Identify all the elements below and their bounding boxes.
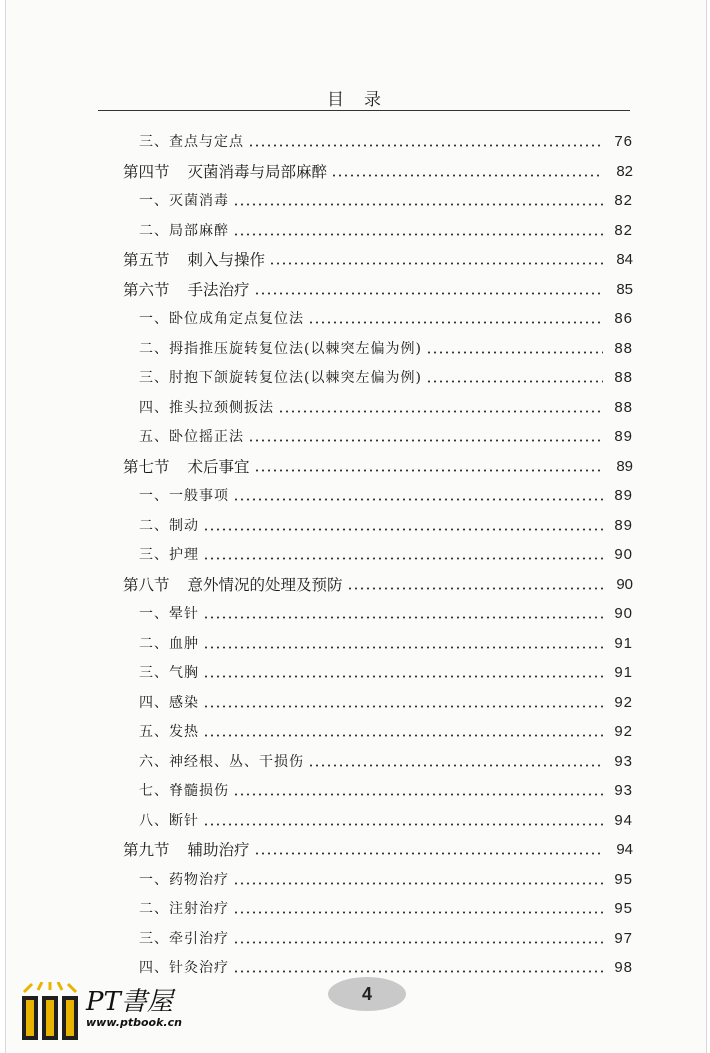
dot-leader — [233, 941, 603, 944]
dot-leader — [347, 587, 603, 590]
toc-page-number: 94 — [616, 841, 633, 858]
toc-page-number: 90 — [614, 546, 633, 563]
toc-entry-title — [139, 132, 244, 152]
page-number-badge: 4 — [328, 977, 406, 1011]
toc-page-number: 82 — [616, 162, 633, 180]
toc-entry-title — [123, 575, 343, 595]
toc-title-text: 三、查点与定点 — [139, 134, 244, 150]
toc-entry-title — [139, 752, 304, 772]
toc-title-text: 一、卧位成角定点复位法 — [139, 311, 304, 327]
toc-title-text: 三、气胸 — [139, 665, 199, 681]
toc-entry-title — [123, 840, 250, 860]
toc-entry-title — [139, 663, 199, 683]
toc-section-number: 第八节 — [123, 575, 170, 594]
dot-leader — [203, 675, 603, 678]
dot-leader — [203, 646, 603, 649]
toc-page-number: 89 — [614, 487, 633, 504]
toc-page-number: 86 — [614, 310, 633, 327]
toc-title-text: 三、牵引治疗 — [139, 930, 229, 947]
site-logo — [86, 988, 182, 1029]
toc-item-row — [139, 305, 633, 329]
toc-title-text: 术后事宜 — [187, 457, 250, 476]
toc-section-number: 第九节 — [123, 841, 170, 859]
logo-url: www.ptbook.cn — [86, 1016, 182, 1029]
toc-item-row — [139, 630, 633, 654]
dot-leader — [331, 174, 603, 177]
book-page — [5, 0, 707, 1053]
toc-entry-title — [139, 811, 199, 831]
toc-section-row — [123, 276, 633, 300]
toc-page-number: 95 — [614, 900, 633, 917]
toc-item-row — [139, 187, 633, 211]
toc-page-number: 89 — [614, 516, 633, 534]
toc-section-number: 第四节 — [123, 162, 170, 181]
toc-page-number: 76 — [614, 133, 633, 150]
toc-item-row — [139, 394, 633, 418]
dot-leader — [203, 823, 603, 826]
dot-leader — [308, 764, 603, 767]
toc-title-text: 灭菌消毒与局部麻醉 — [187, 162, 328, 181]
toc-item-row — [139, 423, 633, 447]
toc-item-row — [139, 718, 633, 742]
toc-title-text: 手法治疗 — [187, 280, 250, 299]
dot-leader — [248, 439, 603, 442]
toc-entry-title — [123, 162, 327, 182]
dot-leader — [233, 498, 603, 501]
toc-entry-title — [139, 516, 199, 536]
toc-title-text: 三、护理 — [139, 547, 199, 563]
dot-leader — [254, 469, 603, 472]
toc-section-number: 第六节 — [123, 280, 170, 299]
toc-title-text: 五、发热 — [139, 724, 199, 740]
toc-entry-title — [139, 368, 422, 388]
dot-leader — [278, 410, 603, 413]
toc-title-text: 七、脊髓损伤 — [139, 783, 229, 799]
toc-page-number: 91 — [614, 664, 633, 681]
toc-page-number: 94 — [614, 811, 633, 829]
toc-entry-title — [139, 929, 229, 949]
dot-leader — [203, 705, 603, 708]
dot-leader — [254, 292, 603, 295]
toc-title-text: 三、肘抱下颌旋转复位法(以棘突左偏为例) — [139, 370, 422, 386]
toc-page-number: 84 — [616, 251, 633, 268]
toc-title-text: 刺入与操作 — [187, 251, 266, 269]
dot-leader — [426, 380, 603, 383]
toc-item-row — [139, 128, 633, 152]
toc-page-number: 89 — [616, 457, 633, 475]
toc-entry-title — [123, 280, 250, 300]
toc-item-row — [139, 807, 633, 831]
toc-entry-title — [139, 427, 244, 447]
toc-page-number: 82 — [614, 221, 633, 239]
toc-title-text: 四、感染 — [139, 694, 199, 711]
toc-page-number: 90 — [614, 605, 633, 622]
dot-leader — [203, 734, 603, 737]
toc-title-text: 八、断针 — [139, 812, 199, 829]
toc-page-number: 95 — [614, 870, 633, 888]
toc-page-number: 98 — [614, 959, 633, 976]
dot-leader — [233, 233, 603, 236]
toc-title-text: 辅助治疗 — [187, 841, 250, 859]
toc-entry-title — [139, 781, 229, 801]
dot-leader — [248, 144, 603, 147]
toc-item-row — [139, 659, 633, 683]
toc-item-row — [139, 748, 633, 772]
toc-entry-title — [139, 604, 199, 624]
dot-leader — [254, 852, 603, 855]
toc-title-text: 五、卧位摇正法 — [139, 429, 244, 445]
toc-entry-title — [139, 309, 304, 329]
toc-entry-title — [139, 634, 199, 654]
toc-entry-title — [139, 339, 422, 359]
dot-leader — [203, 528, 603, 531]
toc-item-row — [139, 866, 633, 890]
toc-section-row — [123, 158, 633, 182]
toc-page-number: 92 — [614, 693, 633, 711]
toc-entry-title — [123, 250, 265, 270]
toc-title-text: 四、推头拉颈侧扳法 — [139, 399, 274, 416]
dot-leader — [233, 970, 603, 973]
logo-name: PT書屋 — [86, 987, 173, 1017]
toc-entry-title — [139, 958, 229, 978]
toc-section-row — [123, 246, 633, 270]
toc-title-text: 二、局部麻醉 — [139, 222, 229, 239]
toc-title-text: 一、药物治疗 — [139, 871, 229, 888]
toc-page-number: 88 — [614, 369, 633, 386]
toc-section-number: 第五节 — [123, 251, 170, 269]
toc-entry-title — [139, 693, 199, 713]
toc-title-text: 六、神经根、丛、干损伤 — [139, 753, 304, 770]
toc-page-number: 89 — [614, 428, 633, 445]
toc-item-row — [139, 954, 633, 978]
toc-item-row — [139, 689, 633, 713]
toc-item-row — [139, 777, 633, 801]
toc-item-row — [139, 925, 633, 949]
toc-item-row — [139, 541, 633, 565]
toc-title-text: 意外情况的处理及预防 — [187, 575, 343, 594]
toc-title-text: 二、注射治疗 — [139, 901, 229, 917]
page-header — [98, 80, 630, 111]
toc-entry-title — [139, 722, 199, 742]
toc-title-text: 二、制动 — [139, 517, 199, 534]
toc-page-number: 88 — [614, 339, 633, 357]
dot-leader — [203, 616, 603, 619]
toc-item-row — [139, 482, 633, 506]
toc-page-number: 91 — [614, 634, 633, 652]
dot-leader — [426, 351, 603, 354]
toc-entry-title — [139, 221, 229, 241]
toc-page-number: 85 — [616, 280, 633, 298]
dot-leader — [308, 321, 603, 324]
dot-leader — [269, 262, 603, 265]
toc-section-number: 第七节 — [123, 457, 170, 476]
toc-item-row — [139, 600, 633, 624]
toc-item-row — [139, 217, 633, 241]
toc-entry-title — [139, 486, 229, 506]
toc-item-row — [139, 335, 633, 359]
dot-leader — [233, 882, 603, 885]
toc-title-text: 二、拇指推压旋转复位法(以棘突左偏为例) — [139, 340, 422, 357]
page-title: 目录 — [327, 90, 401, 110]
dot-leader — [233, 793, 603, 796]
toc-page-number: 93 — [614, 782, 633, 799]
toc-item-row — [139, 364, 633, 388]
toc-page-number: 93 — [614, 752, 633, 770]
toc-title-text: 一、灭菌消毒 — [139, 193, 229, 209]
toc-page-number: 88 — [614, 398, 633, 416]
toc-entry-title — [139, 870, 229, 890]
toc-entry-title — [139, 545, 199, 565]
toc-item-row — [139, 895, 633, 919]
toc-page-number: 92 — [614, 723, 633, 740]
toc-entry-title — [139, 899, 229, 919]
toc-section-row — [123, 571, 633, 595]
toc-entry-title — [123, 457, 250, 477]
dot-leader — [203, 557, 603, 560]
dot-leader — [233, 911, 603, 914]
toc-entry-title — [139, 191, 229, 211]
toc-title-text: 四、针灸治疗 — [139, 960, 229, 976]
toc-title-text: 一、晕针 — [139, 606, 199, 622]
toc-section-row — [123, 836, 633, 860]
book-logo-icon — [18, 982, 82, 1044]
toc-title-text: 二、血肿 — [139, 635, 199, 652]
toc-section-row — [123, 453, 633, 477]
toc-title-text: 一、一般事项 — [139, 488, 229, 504]
toc-page-number: 97 — [614, 929, 633, 947]
toc-page-number: 90 — [616, 575, 633, 593]
toc-item-row — [139, 512, 633, 536]
toc-entry-title — [139, 398, 274, 418]
dot-leader — [233, 203, 603, 206]
toc-page-number: 82 — [614, 192, 633, 209]
